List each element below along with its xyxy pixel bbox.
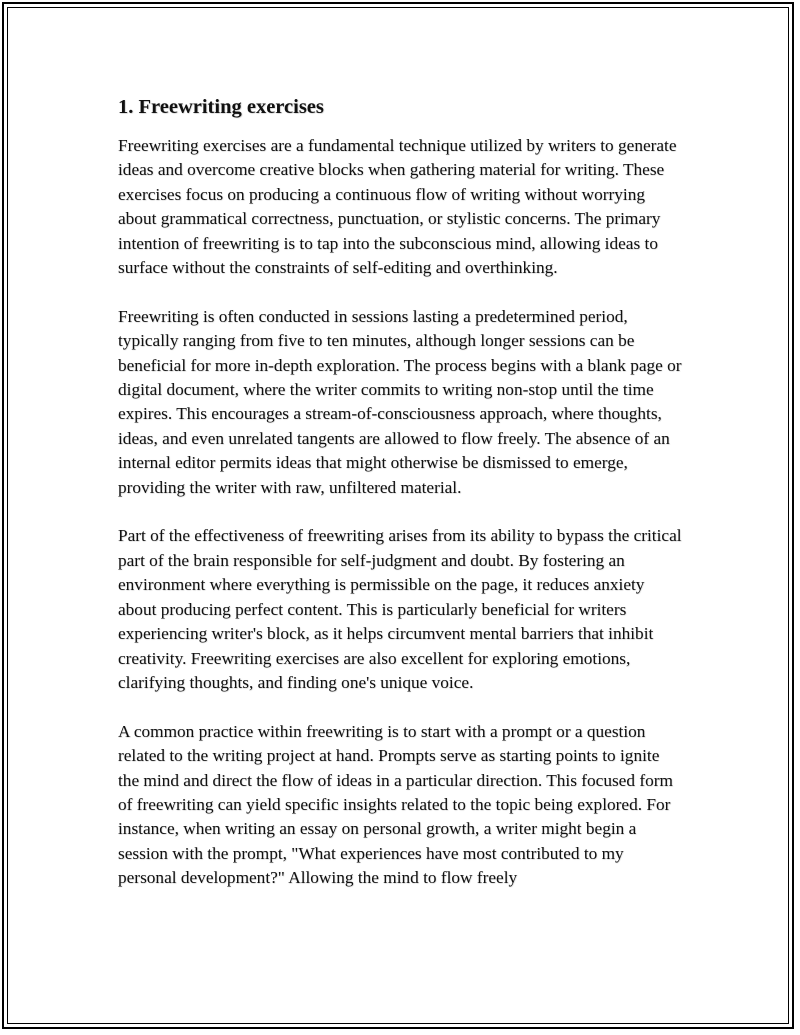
- paragraph-1: Freewriting exercises are a fundamental technique utilized by writers to generate ideas and overcome creative blocks when gathering material for writing. These exercises focus on producing a continuous flow of writing without worrying about grammatical correctness, punctuation, or stylistic concerns. The primary intention of freewriting is to tap into the subconscious mind, allowing ideas to surface without the constraints of self-editing and overthinking.: [118, 136, 677, 278]
- document-body: [118, 94, 684, 915]
- paragraph-3: Part of the effectiveness of freewriting arises from its ability to bypass the critical part of the brain responsible for self-judgment and doubt. By fostering an environment where everything is permissible on the page, it reduces anxiety about producing perfect content. This is particularly beneficial for writers experiencing writer's block, as it helps circumvent mental barriers that inhibit creativity. Freewriting exercises are also excellent for exploring emotions, clarifying thoughts, and finding one's unique voice.: [118, 526, 682, 692]
- paragraph-2: Freewriting is often conducted in sessions lasting a predetermined period, typically ranging from five to ten minutes, although longer sessions can be beneficial for more in-depth exploration. The process begins with a blank page or digital document, where the writer commits to writing non-stop until the time expires. This encourages a stream-of-consciousness approach, where thoughts, ideas, and even unrelated tangents are allowed to flow freely. The absence of an internal editor permits ideas that might otherwise be dismissed to emerge, providing the writer with raw, unfiltered material.: [118, 306, 682, 497]
- section-heading: 1. Freewriting exercises: [118, 96, 324, 118]
- paragraph-4: A common practice within freewriting is to start with a prompt or a question related to the writing project at hand. Prompts serve as starting points to ignite the mind and direct the flow of ideas in a particular direction. This focused form of freewriting can yield specific insights related to the topic being explored. For instance, when writing an essay on personal growth, a writer might begin a session with the prompt, "What experiences have most contributed to my personal development?" Allowing the mind to flow freely: [118, 721, 673, 888]
